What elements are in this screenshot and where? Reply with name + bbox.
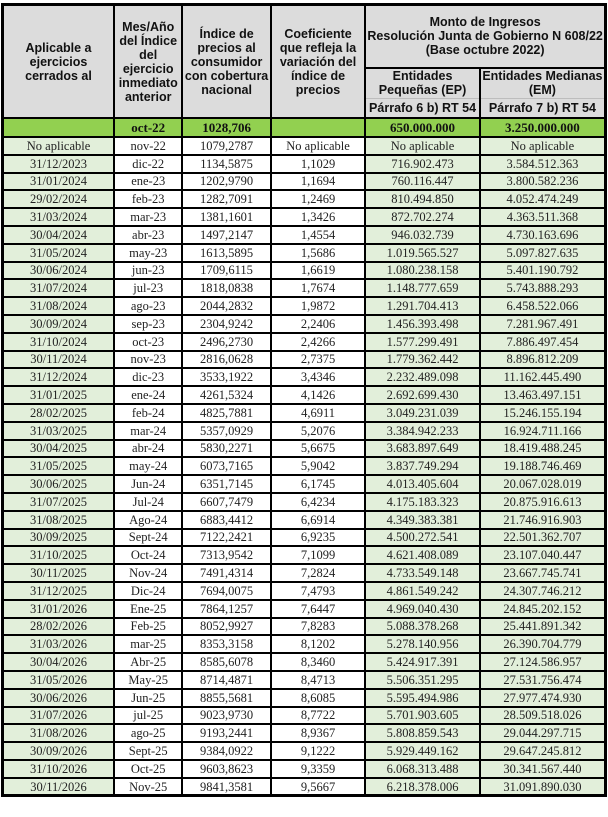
cell-coefficient: 2,2406 <box>271 315 365 333</box>
cell-index: 6073,7165 <box>182 457 270 475</box>
cell-month: feb-24 <box>114 404 182 422</box>
cell-index: 1202,9790 <box>182 173 270 191</box>
table-row <box>3 564 606 582</box>
cell-medium-entities: 24.845.202.152 <box>480 600 606 618</box>
cell-medium-entities: No aplicable <box>480 137 606 155</box>
cell-medium-entities: 24.307.746.212 <box>480 582 606 600</box>
cell-small-entities: 1.779.362.442 <box>365 351 480 369</box>
cell-medium-entities: 26.390.704.779 <box>480 635 606 653</box>
table-row <box>3 635 606 653</box>
cell-index: 5357,0929 <box>182 422 270 440</box>
table-row <box>3 315 606 333</box>
cell-month: jul-25 <box>114 707 182 725</box>
table-row <box>3 671 606 689</box>
cell-small-entities: 6.068.313.488 <box>365 760 480 778</box>
cell-applicable: 31/03/2026 <box>3 635 115 653</box>
header-month: Mes/Año del Índice del ejercicio inmediato anterior <box>114 5 182 119</box>
table-row <box>3 582 606 600</box>
header-index: Índice de precios al consumidor con cobertura nacional <box>182 5 270 119</box>
cell-coefficient: 8,9367 <box>271 724 365 742</box>
cell-month: Sept-24 <box>114 529 182 547</box>
cell-coefficient: 1,9872 <box>271 297 365 315</box>
table-row <box>3 546 606 564</box>
cell-small-entities: 4.013.405.604 <box>365 475 480 493</box>
cell-coefficient: 6,4234 <box>271 493 365 511</box>
table-row <box>3 689 606 707</box>
cell-small-entities: 1.148.777.659 <box>365 279 480 297</box>
cell-applicable: 31/01/2025 <box>3 386 115 404</box>
table-row <box>3 368 606 386</box>
base-applicable <box>3 118 115 137</box>
cell-coefficient: 9,1222 <box>271 742 365 760</box>
cell-month: abr-24 <box>114 440 182 458</box>
cell-medium-entities: 28.509.518.026 <box>480 707 606 725</box>
table-body <box>3 118 606 796</box>
cell-coefficient: No aplicable <box>271 137 365 155</box>
header-medium-entities-ref: Párrafo 7 b) RT 54 <box>480 99 606 119</box>
cell-applicable: 31/05/2025 <box>3 457 115 475</box>
table-row <box>3 457 606 475</box>
cell-small-entities: 810.494.850 <box>365 190 480 208</box>
cell-small-entities: 5.278.140.956 <box>365 635 480 653</box>
cell-medium-entities: 22.501.362.707 <box>480 529 606 547</box>
cell-coefficient: 8,4713 <box>271 671 365 689</box>
cell-month: May-25 <box>114 671 182 689</box>
cell-medium-entities: 20.067.028.019 <box>480 475 606 493</box>
cell-applicable: 31/01/2026 <box>3 600 115 618</box>
cell-coefficient: 4,6911 <box>271 404 365 422</box>
header-applicable: Aplicable a ejercicios cerrados al <box>3 5 115 119</box>
cell-small-entities: 3.049.231.039 <box>365 404 480 422</box>
cell-medium-entities: 5.097.827.635 <box>480 244 606 262</box>
cell-small-entities: 6.218.378.006 <box>365 778 480 796</box>
cell-index: 8585,6078 <box>182 653 270 671</box>
table-row <box>3 262 606 280</box>
cell-coefficient: 5,9042 <box>271 457 365 475</box>
cell-applicable: 30/11/2025 <box>3 564 115 582</box>
cell-coefficient: 1,1029 <box>271 155 365 173</box>
cell-applicable: 31/08/2025 <box>3 511 115 529</box>
cell-small-entities: 2.232.489.098 <box>365 368 480 386</box>
cell-month: dic-23 <box>114 368 182 386</box>
cell-month: Sept-25 <box>114 742 182 760</box>
cell-month: Feb-25 <box>114 618 182 636</box>
cell-small-entities: 1.456.393.498 <box>365 315 480 333</box>
cell-coefficient: 9,3359 <box>271 760 365 778</box>
cell-index: 2304,9242 <box>182 315 270 333</box>
cell-applicable: 30/09/2026 <box>3 742 115 760</box>
cell-index: 3533,1922 <box>182 368 270 386</box>
cell-medium-entities: 31.091.890.030 <box>480 778 606 796</box>
cell-index: 2816,0628 <box>182 351 270 369</box>
table-row <box>3 742 606 760</box>
cell-applicable: 31/12/2025 <box>3 582 115 600</box>
cell-medium-entities: 4.052.474.249 <box>480 190 606 208</box>
table-row <box>3 529 606 547</box>
cell-small-entities: 4.175.183.323 <box>365 493 480 511</box>
cell-applicable: 30/04/2024 <box>3 226 115 244</box>
cell-month: Abr-25 <box>114 653 182 671</box>
cell-index: 4261,5324 <box>182 386 270 404</box>
cell-applicable: 30/04/2026 <box>3 653 115 671</box>
cell-month: sep-23 <box>114 315 182 333</box>
cell-coefficient: 2,7375 <box>271 351 365 369</box>
cell-small-entities: 4.861.549.242 <box>365 582 480 600</box>
cell-applicable: 30/11/2024 <box>3 351 115 369</box>
cell-small-entities: 3.683.897.649 <box>365 440 480 458</box>
cell-index: 1709,6115 <box>182 262 270 280</box>
cell-month: mar-24 <box>114 422 182 440</box>
table-row <box>3 475 606 493</box>
base-coefficient <box>271 118 365 137</box>
cell-index: 7491,4314 <box>182 564 270 582</box>
cell-small-entities: 5.701.903.605 <box>365 707 480 725</box>
cell-month: ago-23 <box>114 297 182 315</box>
cell-medium-entities: 29.647.245.812 <box>480 742 606 760</box>
cell-small-entities: 1.080.238.158 <box>365 262 480 280</box>
cell-coefficient: 8,7722 <box>271 707 365 725</box>
table-row <box>3 351 606 369</box>
header-group-title-1: Monto de Ingresos <box>429 15 541 30</box>
cell-month: mar-25 <box>114 635 182 653</box>
cell-small-entities: 3.384.942.233 <box>365 422 480 440</box>
header-group-title-2: Resolución Junta de Gobierno N 608/22 <box>367 29 603 44</box>
cell-applicable: 30/06/2026 <box>3 689 115 707</box>
cell-coefficient: 7,6447 <box>271 600 365 618</box>
cell-small-entities: 1.019.565.527 <box>365 244 480 262</box>
cell-small-entities: 5.088.378.268 <box>365 618 480 636</box>
cell-medium-entities: 7.281.967.491 <box>480 315 606 333</box>
header-small-entities: Entidades Pequeñas (EP) <box>365 68 480 99</box>
cell-coefficient: 7,1099 <box>271 546 365 564</box>
cell-coefficient: 8,1202 <box>271 635 365 653</box>
cell-medium-entities: 27.977.474.930 <box>480 689 606 707</box>
cell-small-entities: 946.032.739 <box>365 226 480 244</box>
cell-index: 6351,7145 <box>182 475 270 493</box>
cell-applicable: 31/07/2024 <box>3 279 115 297</box>
cell-coefficient: 6,1745 <box>271 475 365 493</box>
table-header <box>3 5 606 119</box>
table-row <box>3 600 606 618</box>
cell-index: 9603,8623 <box>182 760 270 778</box>
cell-applicable: No aplicable <box>3 137 115 155</box>
cell-month: Dic-24 <box>114 582 182 600</box>
cell-index: 6883,4412 <box>182 511 270 529</box>
cell-index: 7864,1257 <box>182 600 270 618</box>
cell-index: 6607,7479 <box>182 493 270 511</box>
cell-month: jun-23 <box>114 262 182 280</box>
table-row <box>3 760 606 778</box>
cell-small-entities: 872.702.274 <box>365 208 480 226</box>
cell-month: ene-23 <box>114 173 182 191</box>
cell-index: 1497,2147 <box>182 226 270 244</box>
income-thresholds-table <box>1 3 607 797</box>
cell-medium-entities: 7.886.497.454 <box>480 333 606 351</box>
cell-applicable: 31/12/2023 <box>3 155 115 173</box>
cell-index: 7313,9542 <box>182 546 270 564</box>
cell-index: 8353,3158 <box>182 635 270 653</box>
table-row <box>3 511 606 529</box>
cell-small-entities: 4.349.383.381 <box>365 511 480 529</box>
header-group-title-3: (Base octubre 2022) <box>425 43 545 58</box>
cell-month: Jun-24 <box>114 475 182 493</box>
cell-coefficient: 2,4266 <box>271 333 365 351</box>
cell-applicable: 31/05/2026 <box>3 671 115 689</box>
cell-small-entities: 760.116.447 <box>365 173 480 191</box>
cell-coefficient: 3,4346 <box>271 368 365 386</box>
cell-medium-entities: 5.743.888.293 <box>480 279 606 297</box>
cell-applicable: 31/03/2024 <box>3 208 115 226</box>
cell-month: mar-23 <box>114 208 182 226</box>
table-row <box>3 404 606 422</box>
table-row <box>3 618 606 636</box>
cell-applicable: 31/10/2025 <box>3 546 115 564</box>
cell-coefficient: 5,6675 <box>271 440 365 458</box>
cell-small-entities: 4.621.408.089 <box>365 546 480 564</box>
cell-coefficient: 7,8283 <box>271 618 365 636</box>
cell-applicable: 30/06/2025 <box>3 475 115 493</box>
cell-medium-entities: 16.924.711.166 <box>480 422 606 440</box>
cell-month: oct-23 <box>114 333 182 351</box>
cell-month: feb-23 <box>114 190 182 208</box>
cell-coefficient: 1,3426 <box>271 208 365 226</box>
cell-month: Ene-25 <box>114 600 182 618</box>
cell-index: 2044,2832 <box>182 297 270 315</box>
cell-applicable: 31/05/2024 <box>3 244 115 262</box>
cell-coefficient: 7,4793 <box>271 582 365 600</box>
cell-applicable: 31/12/2024 <box>3 368 115 386</box>
cell-medium-entities: 27.531.756.474 <box>480 671 606 689</box>
cell-index: 9023,9730 <box>182 707 270 725</box>
cell-medium-entities: 15.246.155.194 <box>480 404 606 422</box>
cell-applicable: 30/09/2025 <box>3 529 115 547</box>
table-row <box>3 440 606 458</box>
cell-medium-entities: 19.188.746.469 <box>480 457 606 475</box>
cell-index: 7122,2421 <box>182 529 270 547</box>
cell-month: Oct-25 <box>114 760 182 778</box>
cell-applicable: 30/06/2024 <box>3 262 115 280</box>
cell-applicable: 31/10/2026 <box>3 760 115 778</box>
cell-applicable: 29/02/2024 <box>3 190 115 208</box>
cell-medium-entities: 3.584.512.363 <box>480 155 606 173</box>
cell-medium-entities: 5.401.190.792 <box>480 262 606 280</box>
cell-small-entities: 5.506.351.295 <box>365 671 480 689</box>
cell-applicable: 31/08/2024 <box>3 297 115 315</box>
cell-applicable: 31/10/2024 <box>3 333 115 351</box>
cell-medium-entities: 23.667.745.741 <box>480 564 606 582</box>
cell-month: abr-23 <box>114 226 182 244</box>
table-row <box>3 653 606 671</box>
cell-applicable: 31/03/2025 <box>3 422 115 440</box>
cell-medium-entities: 4.363.511.368 <box>480 208 606 226</box>
header-medium-entities: Entidades Medianas (EM) <box>480 68 606 99</box>
cell-medium-entities: 20.875.916.613 <box>480 493 606 511</box>
cell-small-entities: 4.733.549.148 <box>365 564 480 582</box>
cell-month: may-23 <box>114 244 182 262</box>
cell-small-entities: 5.595.494.986 <box>365 689 480 707</box>
cell-medium-entities: 18.419.488.245 <box>480 440 606 458</box>
cell-applicable: 31/07/2026 <box>3 707 115 725</box>
table-row <box>3 173 606 191</box>
cell-small-entities: 5.929.449.162 <box>365 742 480 760</box>
cell-index: 7694,0075 <box>182 582 270 600</box>
table-row <box>3 333 606 351</box>
cell-small-entities: 4.969.040.430 <box>365 600 480 618</box>
cell-month: Nov-24 <box>114 564 182 582</box>
cell-month: may-24 <box>114 457 182 475</box>
cell-small-entities: No aplicable <box>365 137 480 155</box>
base-small-entities: 650.000.000 <box>365 118 480 137</box>
table-row <box>3 208 606 226</box>
cell-medium-entities: 21.746.916.903 <box>480 511 606 529</box>
cell-index: 1381,1601 <box>182 208 270 226</box>
cell-coefficient: 1,6619 <box>271 262 365 280</box>
cell-coefficient: 4,1426 <box>271 386 365 404</box>
base-medium-entities: 3.250.000.000 <box>480 118 606 137</box>
cell-applicable: 30/11/2026 <box>3 778 115 796</box>
base-row <box>3 118 606 137</box>
cell-coefficient: 1,5686 <box>271 244 365 262</box>
cell-index: 9384,0922 <box>182 742 270 760</box>
cell-index: 8052,9927 <box>182 618 270 636</box>
cell-medium-entities: 29.044.297.715 <box>480 724 606 742</box>
cell-small-entities: 2.692.699.430 <box>365 386 480 404</box>
cell-index: 2496,2730 <box>182 333 270 351</box>
table-row <box>3 190 606 208</box>
base-month: oct-22 <box>114 118 182 137</box>
table-row <box>3 386 606 404</box>
cell-small-entities: 716.902.473 <box>365 155 480 173</box>
cell-coefficient: 1,2469 <box>271 190 365 208</box>
cell-month: Jul-24 <box>114 493 182 511</box>
cell-medium-entities: 23.107.040.447 <box>480 546 606 564</box>
cell-index: 1613,5895 <box>182 244 270 262</box>
cell-index: 9841,3581 <box>182 778 270 796</box>
cell-coefficient: 1,1694 <box>271 173 365 191</box>
cell-month: dic-22 <box>114 155 182 173</box>
cell-index: 1079,2787 <box>182 137 270 155</box>
cell-applicable: 31/01/2024 <box>3 173 115 191</box>
cell-coefficient: 8,3460 <box>271 653 365 671</box>
cell-coefficient: 7,2824 <box>271 564 365 582</box>
cell-applicable: 28/02/2025 <box>3 404 115 422</box>
cell-small-entities: 5.808.859.543 <box>365 724 480 742</box>
table-row <box>3 422 606 440</box>
cell-month: Nov-25 <box>114 778 182 796</box>
cell-month: nov-23 <box>114 351 182 369</box>
cell-small-entities: 3.837.749.294 <box>365 457 480 475</box>
cell-small-entities: 1.291.704.413 <box>365 297 480 315</box>
table-row <box>3 707 606 725</box>
cell-month: ago-25 <box>114 724 182 742</box>
table-row <box>3 724 606 742</box>
cell-index: 8855,5681 <box>182 689 270 707</box>
table-row <box>3 244 606 262</box>
table-row <box>3 279 606 297</box>
header-income-group <box>365 5 605 68</box>
cell-index: 8714,4871 <box>182 671 270 689</box>
cell-medium-entities: 6.458.522.066 <box>480 297 606 315</box>
table-row <box>3 155 606 173</box>
cell-medium-entities: 3.800.582.236 <box>480 173 606 191</box>
cell-medium-entities: 4.730.163.696 <box>480 226 606 244</box>
cell-medium-entities: 27.124.586.957 <box>480 653 606 671</box>
cell-coefficient: 9,5667 <box>271 778 365 796</box>
cell-coefficient: 6,6914 <box>271 511 365 529</box>
cell-medium-entities: 30.341.567.440 <box>480 760 606 778</box>
cell-month: nov-22 <box>114 137 182 155</box>
cell-index: 1818,0838 <box>182 279 270 297</box>
cell-index: 5830,2271 <box>182 440 270 458</box>
cell-index: 4825,7881 <box>182 404 270 422</box>
cell-month: Oct-24 <box>114 546 182 564</box>
cell-small-entities: 4.500.272.541 <box>365 529 480 547</box>
cell-small-entities: 5.424.917.391 <box>365 653 480 671</box>
cell-applicable: 28/02/2026 <box>3 618 115 636</box>
cell-coefficient: 5,2076 <box>271 422 365 440</box>
cell-medium-entities: 11.162.445.490 <box>480 368 606 386</box>
cell-month: ene-24 <box>114 386 182 404</box>
table-row <box>3 778 606 796</box>
table-row <box>3 226 606 244</box>
cell-applicable: 31/08/2026 <box>3 724 115 742</box>
cell-index: 1282,7091 <box>182 190 270 208</box>
cell-coefficient: 1,4554 <box>271 226 365 244</box>
table-row <box>3 137 606 155</box>
cell-index: 1134,5875 <box>182 155 270 173</box>
cell-small-entities: 1.577.299.491 <box>365 333 480 351</box>
cell-applicable: 30/09/2024 <box>3 315 115 333</box>
cell-coefficient: 8,6085 <box>271 689 365 707</box>
table-row <box>3 493 606 511</box>
cell-coefficient: 1,7674 <box>271 279 365 297</box>
header-small-entities-ref: Párrafo 6 b) RT 54 <box>365 99 480 119</box>
header-coefficient: Coeficiente que refleja la variación del índice de precios <box>271 5 365 119</box>
cell-medium-entities: 25.441.891.342 <box>480 618 606 636</box>
cell-applicable: 30/04/2025 <box>3 440 115 458</box>
base-index: 1028,706 <box>182 118 270 137</box>
cell-medium-entities: 8.896.812.209 <box>480 351 606 369</box>
cell-medium-entities: 13.463.497.151 <box>480 386 606 404</box>
cell-applicable: 31/07/2025 <box>3 493 115 511</box>
cell-month: Ago-24 <box>114 511 182 529</box>
cell-month: Jun-25 <box>114 689 182 707</box>
cell-month: jul-23 <box>114 279 182 297</box>
cell-index: 9193,2441 <box>182 724 270 742</box>
table-row <box>3 297 606 315</box>
cell-coefficient: 6,9235 <box>271 529 365 547</box>
